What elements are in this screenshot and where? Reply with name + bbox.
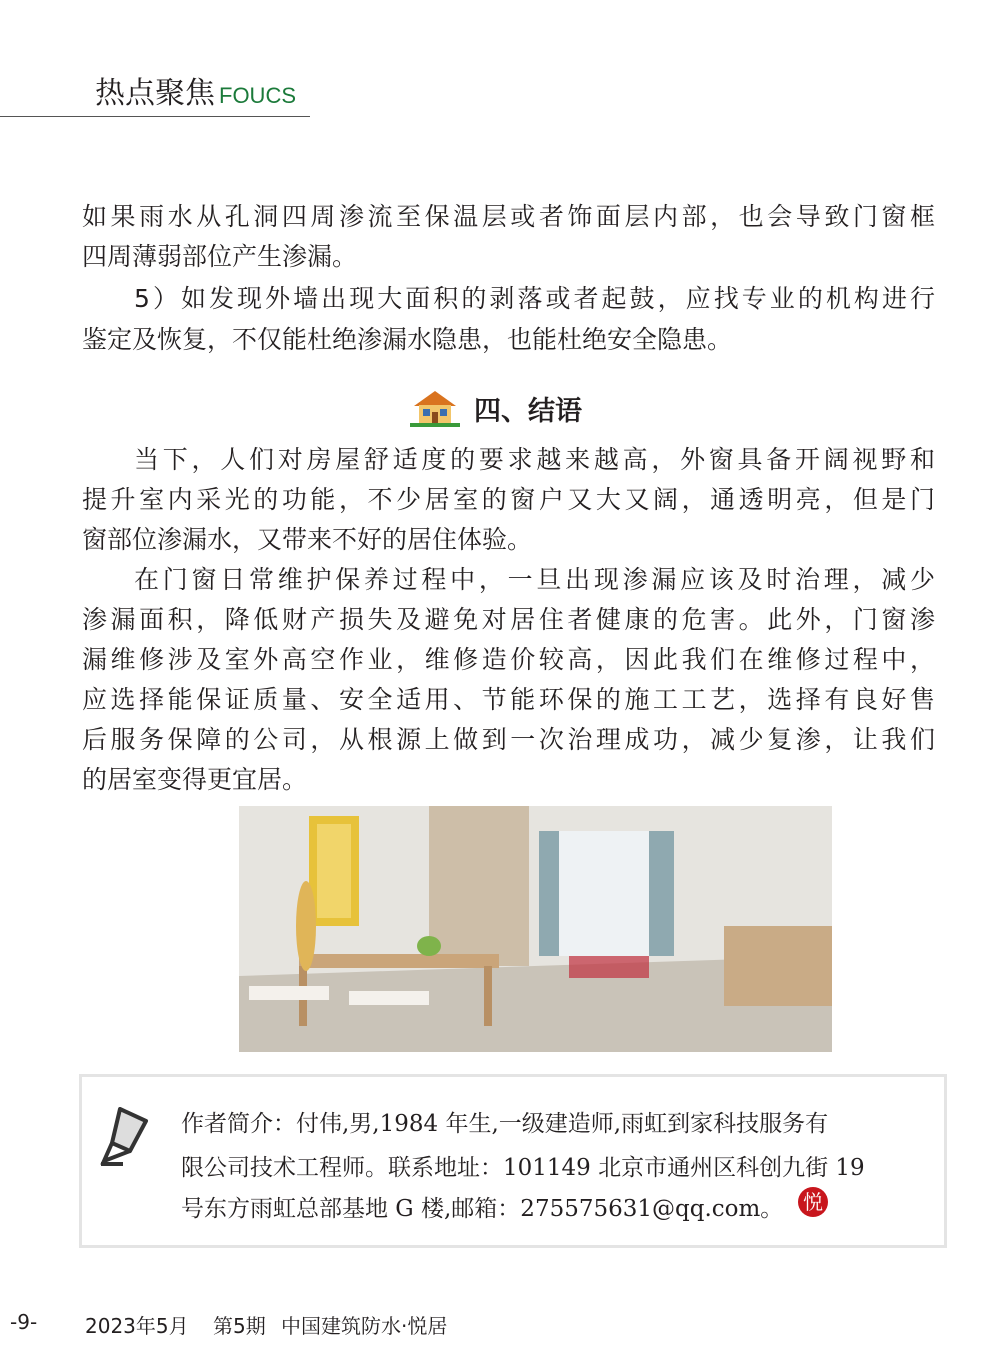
section-header <box>95 68 296 112</box>
header-title-en: FOUCS <box>219 83 296 108</box>
text-line: 窗部位渗漏水，又带来不好的居住体验。 <box>82 525 533 554</box>
text-line: 渗漏面积，降低财产损失及避免对居住者健康的危害。此外，门窗渗 <box>82 605 935 634</box>
text-line: 5）如发现外墙出现大面积的剥落或者起鼓，应找专业的机构进行 <box>134 284 935 313</box>
header-title: 热点聚焦 <box>95 76 215 111</box>
text-line: 鉴定及恢复，不仅能杜绝渗漏水隐患，也能杜绝安全隐患。 <box>82 325 733 354</box>
footer-date: 2023年5月 <box>85 1314 189 1338</box>
text-line: 应选择能保证质量、安全适用、节能环保的施工工艺，选择有良好售 <box>82 685 935 714</box>
author-bio-line: 号东方雨虹总部基地 G 楼,邮箱：275575631@qq.com。 <box>181 1196 784 1222</box>
text-line: 提升室内采光的功能，不少居室的窗户又大又阔，通透明亮，但是门 <box>82 485 935 514</box>
author-bio-box <box>79 1074 947 1248</box>
section-title: 四、结语 <box>474 395 582 427</box>
text-line: 在门窗日常维护保养过程中，一旦出现渗漏应该及时治理，减少 <box>134 565 935 594</box>
text-line: 如果雨水从孔洞四周渗流至保温层或者饰面层内部，也会导致门窗框 <box>82 202 935 231</box>
seal-logo: 悦 <box>798 1187 828 1217</box>
author-bio-line: 限公司技术工程师。联系地址：101149 北京市通州区科创九街 19 <box>181 1155 865 1181</box>
page-number: -9- <box>10 1310 38 1334</box>
house-icon <box>410 388 460 428</box>
header-divider <box>0 116 310 117</box>
interior-photo <box>239 806 832 1052</box>
author-bio-line: 作者简介：付伟,男,1984 年生,一级建造师,雨虹到家科技服务有 <box>181 1111 829 1137</box>
pen-icon <box>100 1107 150 1173</box>
text-line: 后服务保障的公司，从根源上做到一次治理成功，减少复渗，让我们 <box>82 725 935 754</box>
text-line: 的居室变得更宜居。 <box>82 765 308 794</box>
footer-journal: 中国建筑防水·悦居 <box>281 1314 448 1338</box>
text-line: 四周薄弱部位产生渗漏。 <box>82 242 358 271</box>
section-heading <box>410 388 582 428</box>
text-line: 漏维修涉及室外高空作业，维修造价较高，因此我们在维修过程中， <box>82 645 935 674</box>
text-line: 当下，人们对房屋舒适度的要求越来越高，外窗具备开阔视野和 <box>134 445 935 474</box>
footer-issue: 第5期 <box>213 1314 266 1338</box>
